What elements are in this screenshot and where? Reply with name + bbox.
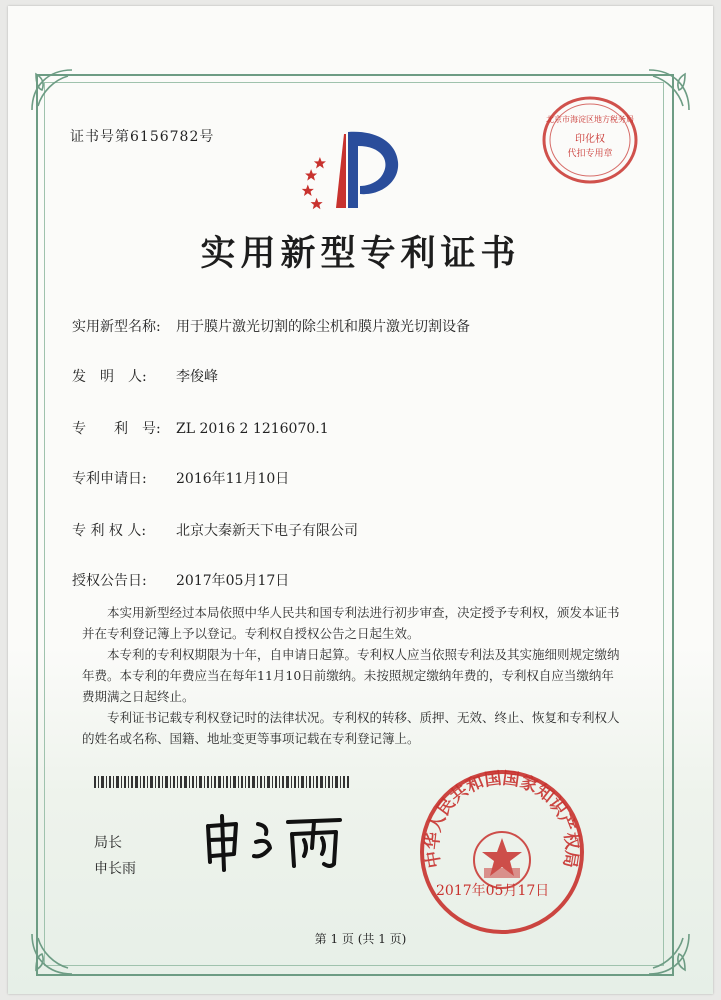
signature-icon — [200, 812, 350, 874]
corner-ornament-top-left — [28, 66, 76, 114]
seal-date: 2017年05月17日 — [436, 883, 550, 899]
inventor-label: 发 明 人: — [72, 369, 147, 385]
director-name: 申长雨 — [94, 861, 136, 877]
filing-date-label: 专利申请日: — [72, 471, 147, 487]
svg-text:代扣专用章: 代扣专用章 — [567, 149, 613, 159]
utility-model-name-label: 实用新型名称: — [72, 319, 161, 335]
filing-date-row — [72, 468, 289, 488]
state-ip-office-seal-icon — [418, 768, 586, 936]
patent-number-value: ZL 2016 2 1216070.1 — [176, 421, 329, 437]
patent-office-logo-icon — [288, 124, 418, 214]
grant-date-label: 授权公告日: — [72, 573, 147, 589]
patentee-row — [72, 520, 358, 540]
certificate-title: 实用新型专利证书 — [200, 233, 521, 274]
body-paragraph-3: 专利证书记载专利权登记时的法律状况。专利权的转移、质押、无效、终止、恢复和专利权人的姓名或名称、国籍、地址变更等事项记载在专利登记簿上。 — [82, 710, 620, 746]
tax-bureau-seal-icon — [540, 92, 640, 188]
corner-ornament-top-right — [645, 66, 693, 114]
body-paragraph-2: 本专利的专利权期限为十年，自申请日起算。专利权人应当依照专利法及其实施细则规定缴纳年费。本专利的年费应当在每年11月10日前缴纳。未按照规定缴纳年费的，专利权自应当缴纳年费期满之日起终止。 — [82, 647, 620, 704]
filing-date-value: 2016年11月10日 — [176, 471, 290, 487]
barcode-icon — [94, 776, 350, 788]
certificate-number-label: 证书号第 — [70, 129, 130, 145]
grant-date-row — [72, 570, 289, 590]
inventor-row — [72, 366, 218, 386]
patent-number-label: 专 利 号: — [72, 421, 161, 437]
certificate-number — [70, 126, 214, 146]
inventor-value: 李俊峰 — [176, 369, 218, 385]
patentee-label: 专 利 权 人: — [72, 523, 147, 539]
patent-number-row — [72, 418, 329, 438]
certificate-body — [82, 602, 622, 749]
certificate-number-suffix: 号 — [199, 129, 215, 145]
director-title: 局长 — [94, 835, 122, 851]
utility-model-name-value: 用于膜片激光切割的除尘机和膜片激光切割设备 — [176, 319, 470, 335]
page-number: 第 1 页 (共 1 页) — [314, 932, 407, 946]
utility-model-name-row — [72, 316, 470, 336]
body-paragraph-1: 本实用新型经过本局依照中华人民共和国专利法进行初步审查，决定授予专利权，颁发本证书并在专利登记簿上予以登记。专利权自授权公告之日起生效。 — [82, 605, 620, 641]
svg-text:中华人民共和国国家知识产权局: 中华人民共和国国家知识产权局 — [422, 768, 582, 870]
svg-text:印化权: 印化权 — [575, 134, 605, 145]
certificate-number-value: 6156782 — [130, 129, 200, 145]
grant-date-value: 2017年05月17日 — [176, 573, 290, 589]
svg-text:北京市海淀区地方税务局: 北京市海淀区地方税务局 — [546, 115, 634, 124]
patentee-value: 北京大秦新天下电子有限公司 — [176, 523, 358, 539]
